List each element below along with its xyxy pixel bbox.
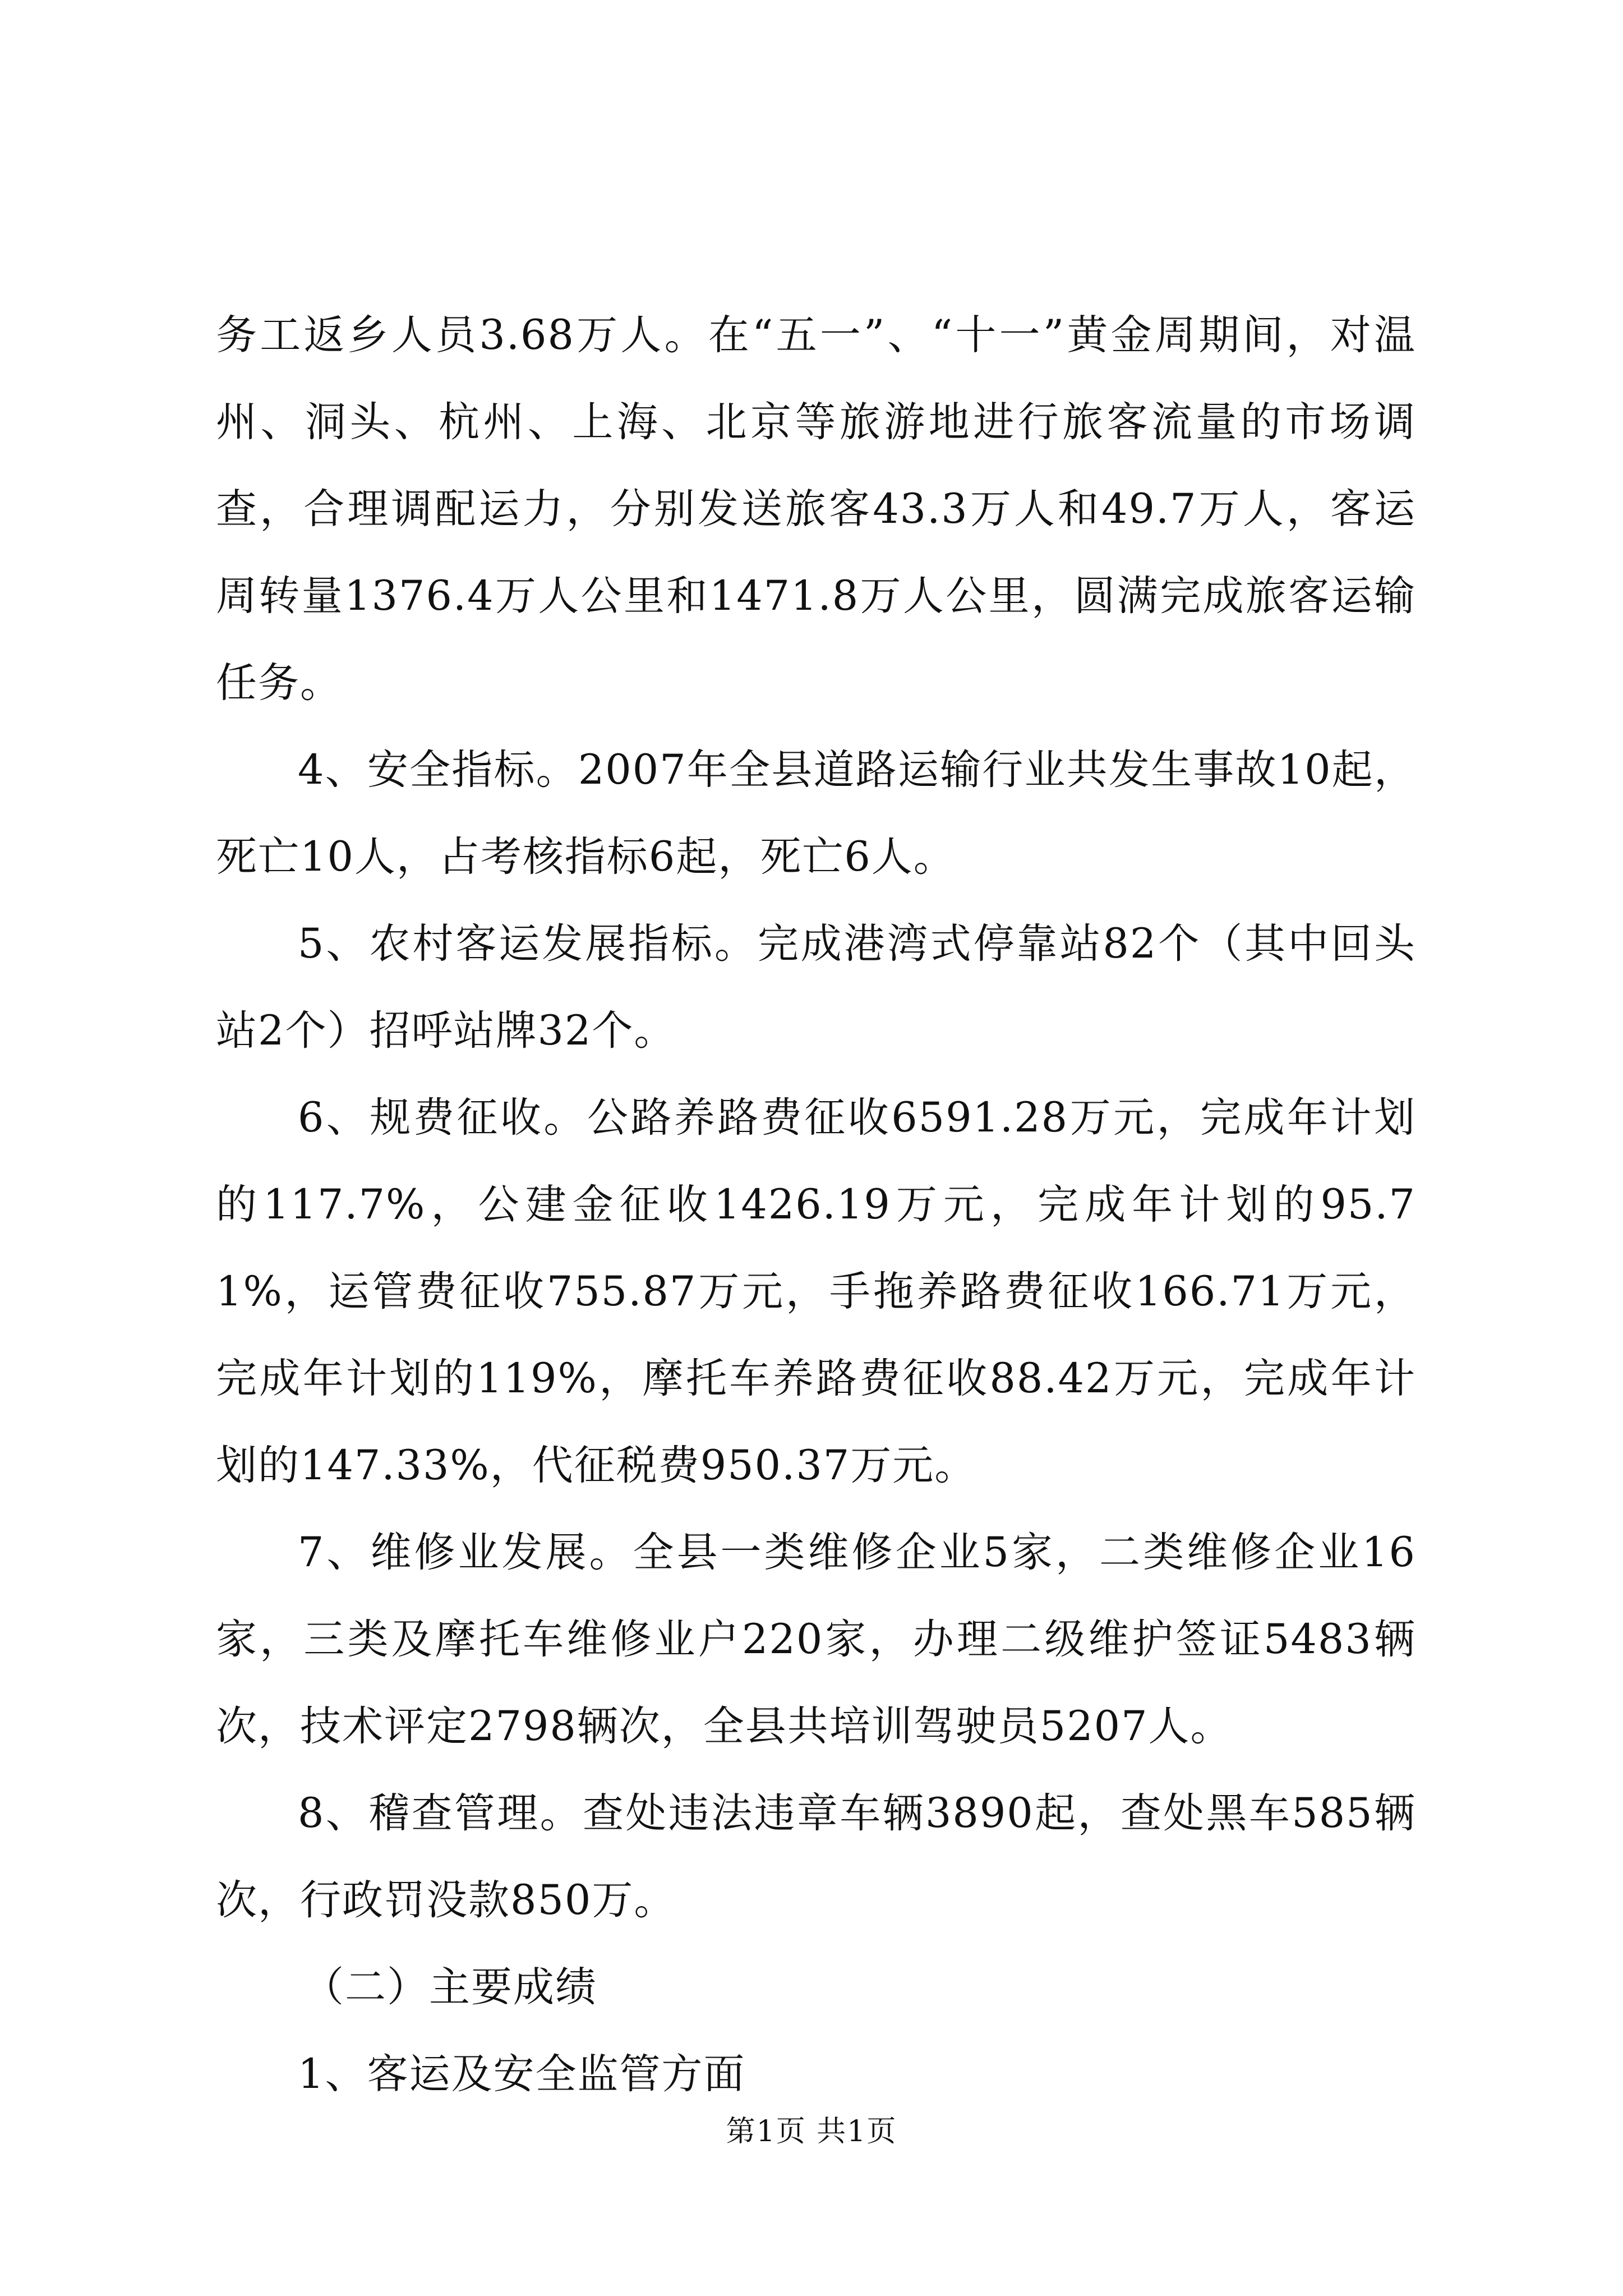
page-footer: 第1页 共1页 <box>726 2115 897 2148</box>
paragraph-safety-indicators: 4、安全指标。2007年全县道路运输行业共发生事故10起，死亡10人，占考核指标6起，死亡6人。 <box>216 746 1416 881</box>
paragraph-rural-transport: 5、农村客运发展指标。完成港湾式停靠站82个（其中回头站2个）招呼站牌32个。 <box>216 920 1416 1055</box>
paragraph-inspection: 8、稽查管理。查处违法违章车辆3890起，查处黑车585辆次，行政罚没款850万。 <box>216 1789 1416 1924</box>
section-heading-achievements: （二）主要成绩 <box>303 1963 597 2011</box>
paragraph-passenger-transport: 务工返乡人员3.68万人。在“五一”、“十一”黄金周期间，对温州、洞头、杭州、上海、北京等旅游地进行旅客流量的市场调查，合理调配运力，分别发送旅客43.3万人和49.7万人，客运周转量1376.4万人公里和1471.8万人公里，圆满完成旅客运输任务。 <box>216 311 1416 707</box>
subsection-heading-passenger-safety: 1、客运及安全监管方面 <box>298 2050 746 2098</box>
document-body <box>216 292 1416 2118</box>
paragraph-repair-industry: 7、维修业发展。全县一类维修企业5家，二类维修企业16家，三类及摩托车维修业户220家，办理二级维护签证5483辆次，技术评定2798辆次，全县共培训驾驶员5207人。 <box>216 1529 1416 1750</box>
paragraph-fee-collection: 6、规费征收。公路养路费征收6591.28万元，完成年计划的117.7%，公建金征收1426.19万元，完成年计划的95.71%，运管费征收755.87万元，手拖养路费征收166.71万元，完成年计划的119%，摩托车养路费征收88.42万元，完成年计划的147.33%，代征税费950.37万元。 <box>216 1094 1416 1489</box>
